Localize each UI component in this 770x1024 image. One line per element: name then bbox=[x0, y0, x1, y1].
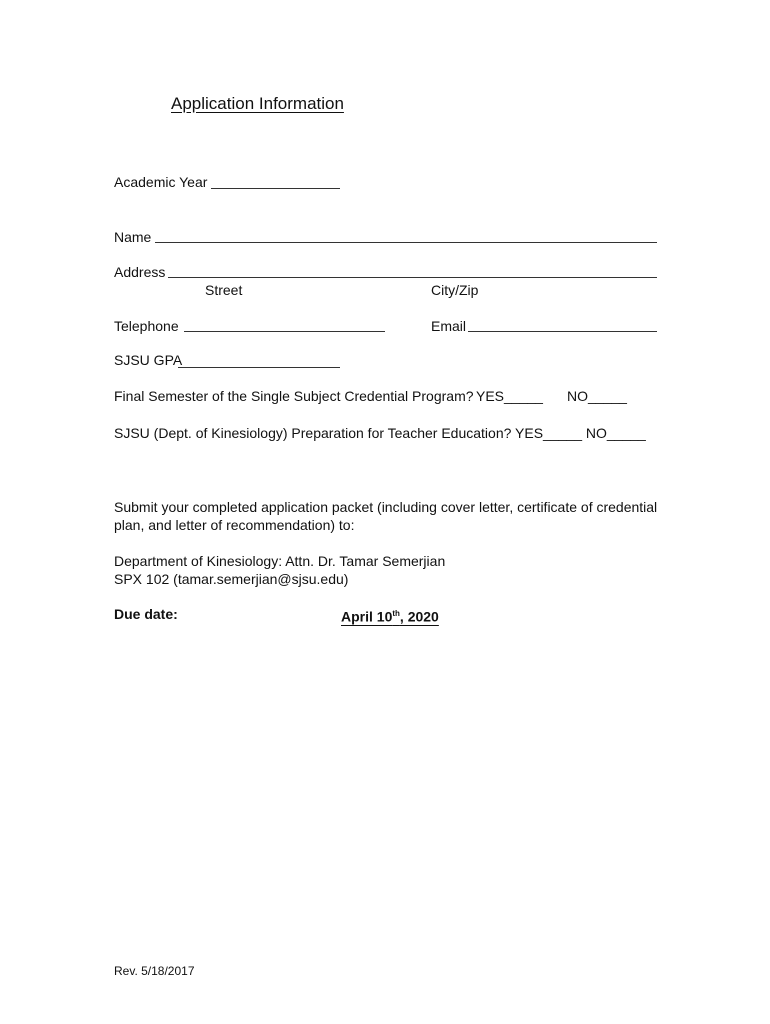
due-date-label: Due date: bbox=[114, 606, 178, 622]
office-contact: SPX 102 (tamar.semerjian@sjsu.edu) bbox=[114, 571, 349, 587]
name-field[interactable] bbox=[155, 242, 657, 243]
address-field[interactable] bbox=[168, 277, 657, 278]
gpa-field[interactable] bbox=[178, 367, 340, 368]
final-semester-question: Final Semester of the Single Subject Credential Program? bbox=[114, 388, 474, 404]
city-zip-caption: City/Zip bbox=[431, 282, 479, 298]
telephone-field[interactable] bbox=[184, 331, 385, 332]
final-semester-yes[interactable]: YES_____ bbox=[476, 388, 543, 404]
page-title: Application Information bbox=[171, 94, 344, 113]
email-label: Email bbox=[431, 318, 467, 334]
address-label: Address bbox=[114, 264, 166, 280]
final-semester-no[interactable]: NO_____ bbox=[567, 388, 627, 404]
due-date-value bbox=[341, 605, 439, 626]
prep-question: SJSU (Dept. of Kinesiology) Preparation for Teacher Education? YES_____ NO_____ bbox=[114, 425, 646, 441]
academic-year-field[interactable] bbox=[211, 188, 340, 189]
revision-note: Rev. 5/18/2017 bbox=[114, 964, 195, 978]
name-label: Name bbox=[114, 229, 152, 245]
department-address: Department of Kinesiology: Attn. Dr. Tamar Semerjian bbox=[114, 553, 446, 569]
due-date-ordinal: th bbox=[392, 609, 400, 618]
academic-year-label: Academic Year bbox=[114, 174, 208, 190]
submit-instructions-line2: plan, and letter of recommendation) to: bbox=[114, 517, 355, 533]
submit-instructions-line1: Submit your completed application packet (including cover letter, certificate of credential bbox=[114, 499, 658, 515]
street-caption: Street bbox=[205, 282, 243, 298]
email-field[interactable] bbox=[468, 331, 657, 332]
gpa-label: SJSU GPA bbox=[114, 352, 183, 368]
due-date-month-day: April 10 bbox=[341, 608, 393, 625]
telephone-label: Telephone bbox=[114, 318, 179, 334]
due-date-year: , 2020 bbox=[399, 608, 439, 625]
